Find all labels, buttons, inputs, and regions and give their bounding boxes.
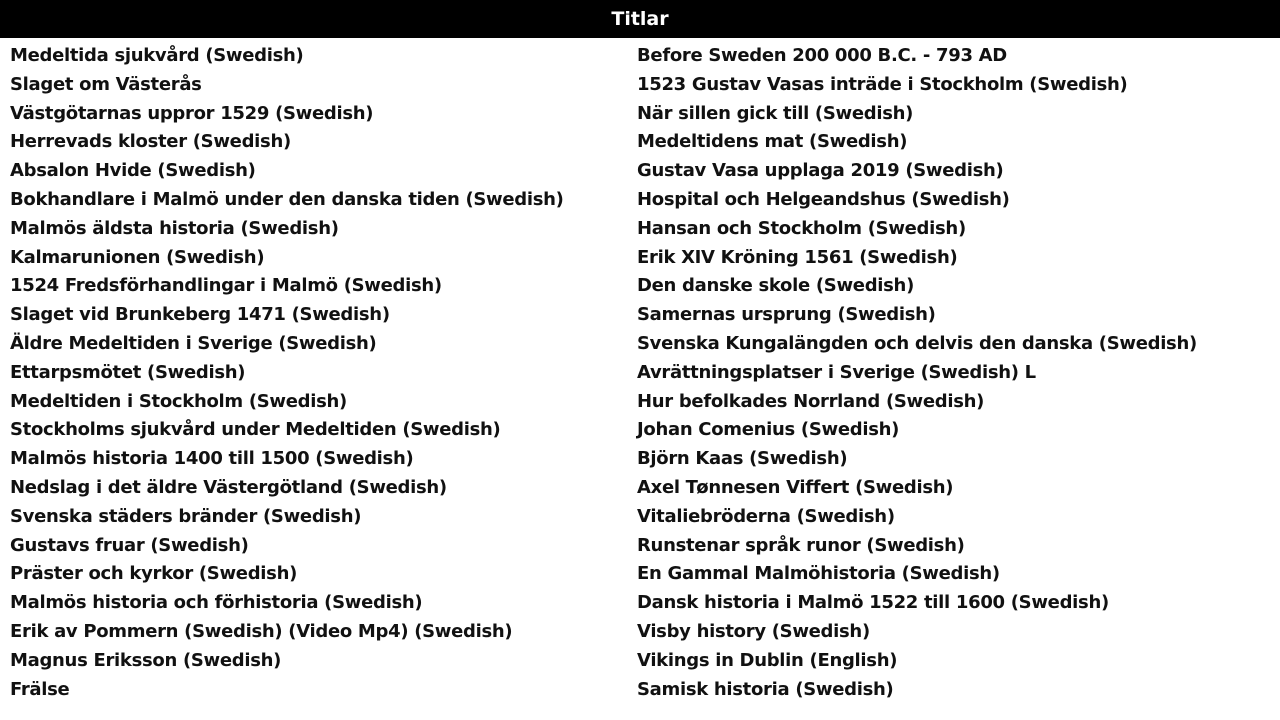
title-item[interactable]: 1524 Fredsförhandlingar i Malmö (Swedish) [10,275,442,297]
title-item[interactable]: Medeltiden i Stockholm (Swedish) [10,390,347,412]
title-item[interactable]: Samisk historia (Swedish) [637,678,894,700]
title-columns [0,38,1280,704]
title-item[interactable]: Avrättningsplatser i Sverige (Swedish) L [637,361,1036,383]
title-item[interactable]: Bokhandlare i Malmö under den danska tiden (Swedish) [10,188,564,210]
title-item[interactable]: Erik XIV Kröning 1561 (Swedish) [637,246,958,268]
title-item[interactable]: Magnus Eriksson (Swedish) [10,649,282,671]
title-item[interactable]: Frälse [10,678,70,700]
title-item[interactable]: Malmös historia 1400 till 1500 (Swedish) [10,448,414,470]
page-title: Titlar [611,8,669,30]
title-item[interactable]: Björn Kaas (Swedish) [637,448,848,470]
title-item[interactable]: Stockholms sjukvård under Medeltiden (Swedish) [10,419,501,441]
title-item[interactable]: Erik av Pommern (Swedish) (Video Mp4) (Swedish) [10,620,513,642]
title-item[interactable]: 1523 Gustav Vasas inträde i Stockholm (Swedish) [637,73,1128,95]
title-item[interactable]: Ettarpsmötet (Swedish) [10,361,246,383]
title-item[interactable]: Axel Tønnesen Viffert (Swedish) [637,476,954,498]
title-item[interactable]: Präster och kyrkor (Swedish) [10,563,298,585]
title-item[interactable]: Nedslag i det äldre Västergötland (Swedish) [10,476,447,498]
title-item[interactable]: Herrevads kloster (Swedish) [10,131,291,153]
title-item[interactable]: En Gammal Malmöhistoria (Swedish) [637,563,1000,585]
title-item[interactable]: Absalon Hvide (Swedish) [10,160,256,182]
title-bar [0,0,1280,38]
title-item[interactable]: Äldre Medeltiden i Sverige (Swedish) [10,332,377,354]
title-item[interactable]: Hospital och Helgeandshus (Swedish) [637,188,1010,210]
title-item[interactable]: Dansk historia i Malmö 1522 till 1600 (Swedish) [637,592,1109,614]
title-item[interactable]: Vikings in Dublin (English) [637,649,898,671]
title-item[interactable]: Johan Comenius (Swedish) [637,419,900,441]
title-item[interactable]: Svenska städers bränder (Swedish) [10,505,362,527]
title-item[interactable]: Svenska Kungalängden och delvis den danska (Swedish) [637,332,1197,354]
title-item[interactable]: Slaget vid Brunkeberg 1471 (Swedish) [10,304,390,326]
title-item[interactable]: Samernas ursprung (Swedish) [637,304,936,326]
title-item[interactable]: Gustav Vasa upplaga 2019 (Swedish) [637,160,1004,182]
title-item[interactable]: Den danske skole (Swedish) [637,275,915,297]
title-item[interactable]: Slaget om Västerås [10,73,202,95]
title-item[interactable]: Malmös historia och förhistoria (Swedish) [10,592,423,614]
title-item[interactable]: När sillen gick till (Swedish) [637,102,914,124]
right-title-list [627,42,1280,704]
title-item[interactable]: Kalmarunionen (Swedish) [10,246,265,268]
title-item[interactable]: Hansan och Stockholm (Swedish) [637,217,966,239]
title-item[interactable]: Vitaliebröderna (Swedish) [637,505,895,527]
title-item[interactable]: Malmös äldsta historia (Swedish) [10,217,339,239]
title-item[interactable]: Medeltidens mat (Swedish) [637,131,908,153]
left-title-list [0,42,627,704]
title-item[interactable]: Gustavs fruar (Swedish) [10,534,249,556]
title-item[interactable]: Medeltida sjukvård (Swedish) [10,45,304,66]
title-item[interactable]: Hur befolkades Norrland (Swedish) [637,390,985,412]
title-item[interactable]: Runstenar språk runor (Swedish) [637,534,965,556]
title-item[interactable]: Visby history (Swedish) [637,620,870,642]
title-item[interactable]: Västgötarnas uppror 1529 (Swedish) [10,102,374,124]
title-item[interactable]: Before Sweden 200 000 B.C. - 793 AD [637,45,1007,66]
